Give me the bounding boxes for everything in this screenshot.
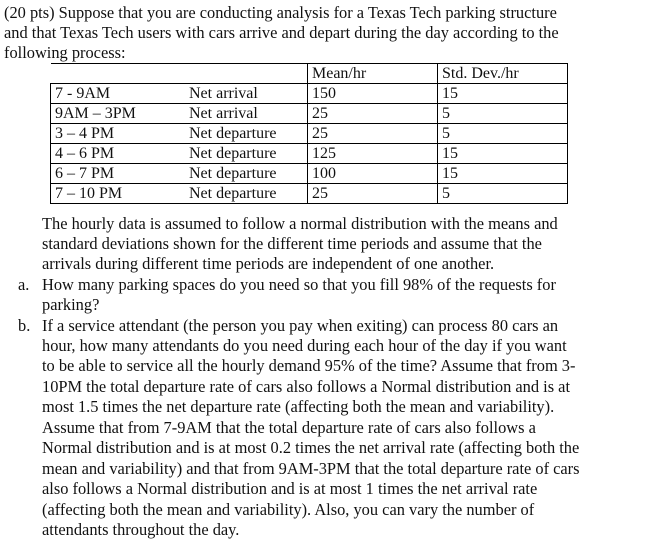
std-dev-cell: 15 (438, 144, 568, 164)
period-cell: 9AM – 3PM (51, 104, 186, 124)
question-b-line: Normal distribution and is at most 0.2 times the net arrival rate (affecting both the (42, 438, 580, 457)
question-b-line: attendants throughout the day. (42, 520, 240, 539)
intro-line: following process: (4, 43, 126, 62)
type-cell: Net arrival (185, 84, 308, 104)
mean-cell: 100 (308, 164, 438, 184)
type-cell: Net arrival (185, 104, 308, 124)
question-b-line: 10PM the total departure rate of cars also follows a Normal distribution and is at (42, 377, 571, 396)
std-dev-cell: 5 (438, 124, 568, 144)
mean-cell: 25 (308, 104, 438, 124)
type-cell: Net departure (185, 164, 308, 184)
mean-cell: 125 (308, 144, 438, 164)
question-b-line: Assume that from 7-9AM that the total departure rate of cars also follows a (42, 418, 536, 437)
type-cell: Net departure (185, 124, 308, 144)
intro-line: and that Texas Tech users with cars arrive and depart during the day according to the (4, 23, 559, 42)
header-std-dev: Std. Dev./hr (438, 64, 568, 84)
std-dev-cell: 15 (438, 164, 568, 184)
table-row (51, 144, 568, 164)
mean-cell: 25 (308, 124, 438, 144)
intro-line: (20 pts) Suppose that you are conducting analysis for a Texas Tech parking structure (4, 3, 557, 22)
std-dev-cell: 5 (438, 184, 568, 204)
type-cell: Net departure (185, 144, 308, 164)
table-row (51, 184, 568, 204)
question-a-label: a. (18, 275, 30, 294)
period-cell: 7 - 9AM (51, 84, 186, 104)
question-b-line: hour, how many attendants do you need during each hour of the day if you want (42, 336, 567, 355)
std-dev-cell: 15 (438, 84, 568, 104)
table-row (51, 84, 568, 104)
header-cell (185, 64, 308, 84)
period-cell: 3 – 4 PM (51, 124, 186, 144)
question-b-line: most 1.5 times the net departure rate (affecting both the mean and variability). (42, 397, 555, 416)
question-a-line: How many parking spaces do you need so that you fill 98% of the requests for (42, 275, 556, 294)
question-b-line: also follows a Normal distribution and is at most 1 times the net arrival rate (42, 479, 538, 498)
question-b-label: b. (18, 316, 31, 335)
table-row (51, 104, 568, 124)
question-b-line: If a service attendant (the person you pay when exiting) can process 80 cars an (42, 316, 559, 335)
period-cell: 6 – 7 PM (51, 164, 186, 184)
assumption-line: arrivals during different time periods are independent of one another. (42, 254, 495, 273)
question-b-line: mean and variability) and that from 9AM-3PM that the total departure rate of cars (42, 459, 580, 478)
question-b-line: to be able to service all the hourly demand 95% of the time? Assume that from 3- (42, 356, 576, 375)
type-cell: Net departure (185, 184, 308, 204)
std-dev-cell: 5 (438, 104, 568, 124)
question-b-line: (affecting both the mean and variability). Also, you can vary the number of (42, 500, 535, 519)
question-a-line: parking? (42, 295, 100, 314)
table-row (51, 124, 568, 144)
mean-cell: 25 (308, 184, 438, 204)
table-header-row (51, 64, 568, 84)
table-row (51, 164, 568, 184)
process-table (50, 63, 568, 204)
assumption-line: The hourly data is assumed to follow a normal distribution with the means and (42, 214, 558, 233)
header-mean: Mean/hr (308, 64, 438, 84)
period-cell: 7 – 10 PM (51, 184, 186, 204)
assumption-line: standard deviations shown for the different time periods and assume that the (42, 234, 542, 253)
header-cell (51, 64, 186, 84)
mean-cell: 150 (308, 84, 438, 104)
period-cell: 4 – 6 PM (51, 144, 186, 164)
